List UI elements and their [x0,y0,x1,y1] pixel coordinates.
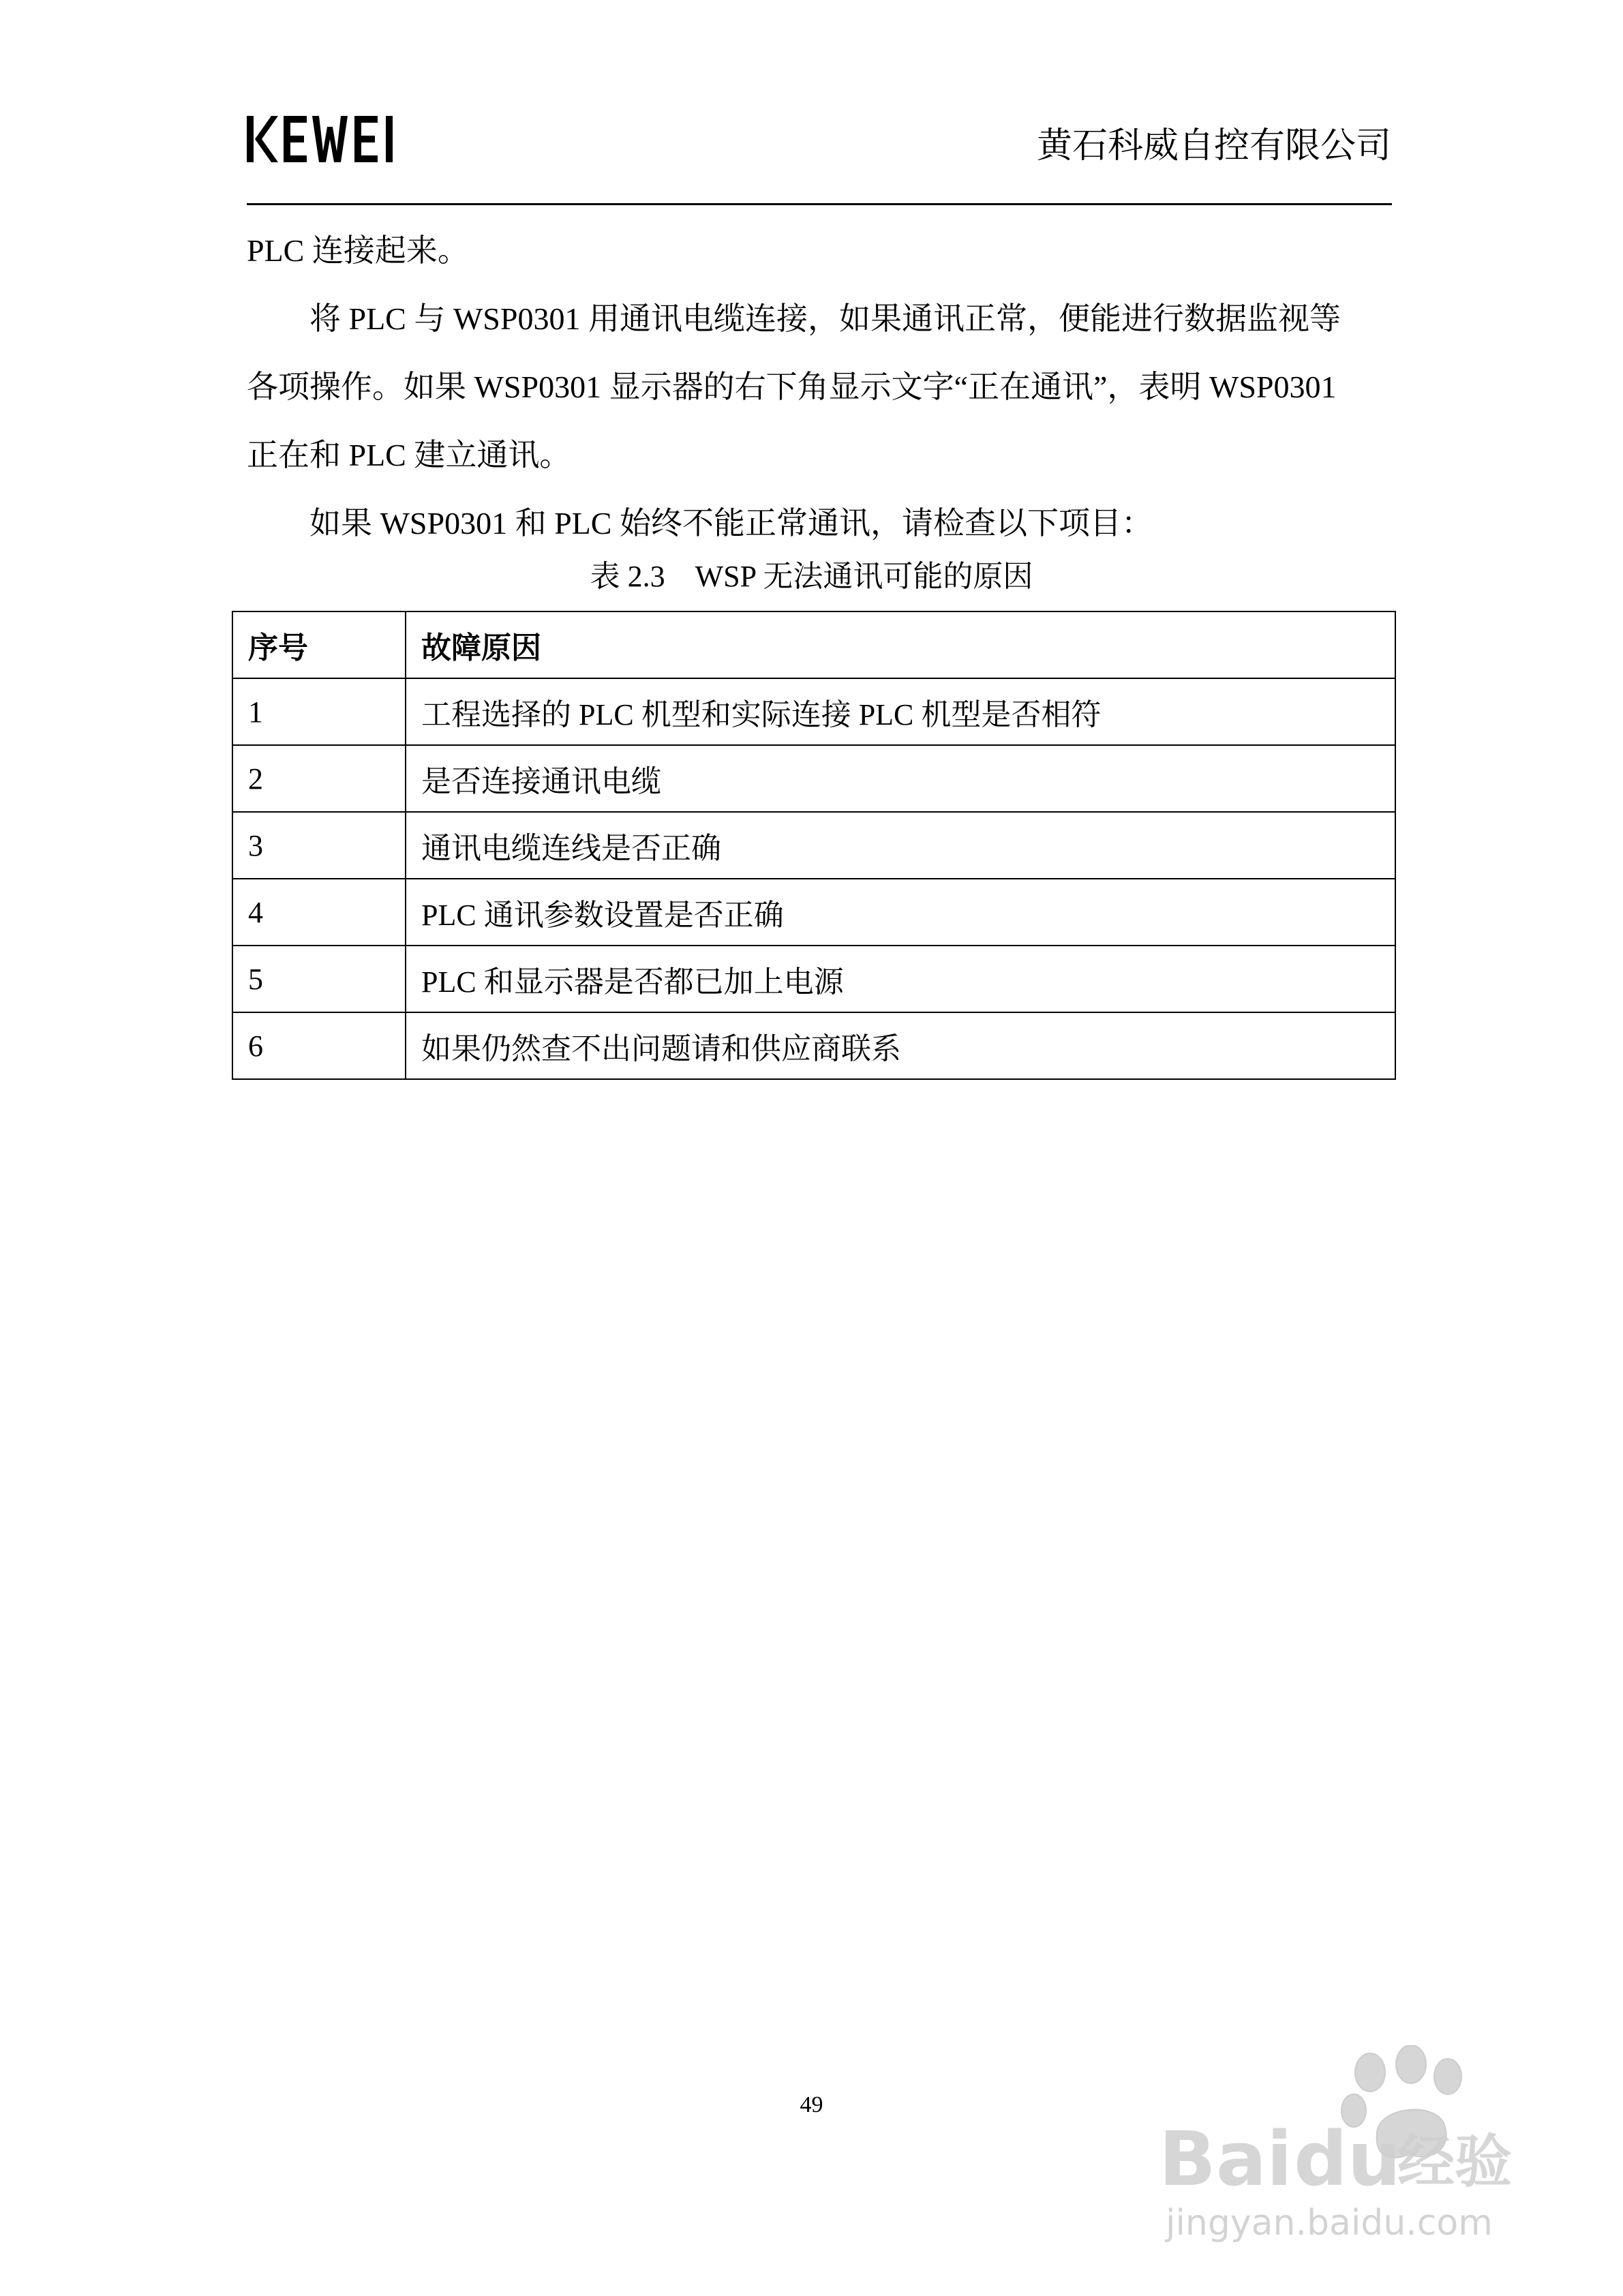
svg-text:du: du [1294,2115,1401,2203]
row-cause: PLC 通讯参数设置是否正确 [406,879,1395,946]
row-number: 3 [232,812,406,879]
paragraph-connection-line-2: 各项操作。如果 WSP0301 显示器的右下角显示文字“正在通讯”，表明 WSP0301 [247,369,1337,404]
fault-table [232,611,1396,1080]
body-text [247,217,1392,558]
svg-text:Bai: Bai [1159,2115,1292,2203]
header-serial: 序号 [232,611,406,678]
table-header-row [232,611,1395,678]
baidu-jingyan-watermark [1152,2045,1561,2250]
row-cause: 工程选择的 PLC 机型和实际连接 PLC 机型是否相符 [406,678,1395,745]
row-number: 2 [232,745,406,812]
row-number: 6 [232,1012,406,1079]
row-cause: PLC 和显示器是否都已加上电源 [406,946,1395,1012]
table-row [232,745,1395,812]
page-number: 49 [800,2092,823,2117]
svg-text:经验: 经验 [1397,2128,1513,2195]
paragraph-check-items: 如果 WSP0301 和 PLC 始终不能正常通讯，请检查以下项目： [309,506,1153,541]
paragraph-continuation: PLC 连接起来。 [247,233,469,268]
company-name: 黄石科威自控有限公司 [1036,127,1391,166]
kewei-logo [247,113,395,165]
header-fault-cause: 故障原因 [406,611,1395,678]
paragraph-connection-line-3: 正在和 PLC 建立通讯。 [247,438,571,472]
table-row [232,1012,1395,1079]
row-number: 1 [232,678,406,745]
table-row [232,879,1395,946]
row-number: 4 [232,879,406,946]
paragraph-connection-line-1: 将 PLC 与 WSP0301 用通讯电缆连接，如果通讯正常，便能进行数据监视等 [309,301,1341,336]
table-row [232,812,1395,879]
svg-text:jingyan.baidu.com: jingyan.baidu.com [1166,2203,1493,2244]
header-rule [247,203,1392,205]
row-cause: 如果仍然查不出问题请和供应商联系 [406,1012,1395,1079]
row-cause: 通讯电缆连线是否正确 [406,812,1395,879]
row-cause: 是否连接通讯电缆 [406,745,1395,812]
table-caption: 表 2.3 WSP 无法通讯可能的原因 [590,560,1033,593]
row-number: 5 [232,946,406,1012]
table-row [232,678,1395,745]
table-row [232,946,1395,1012]
